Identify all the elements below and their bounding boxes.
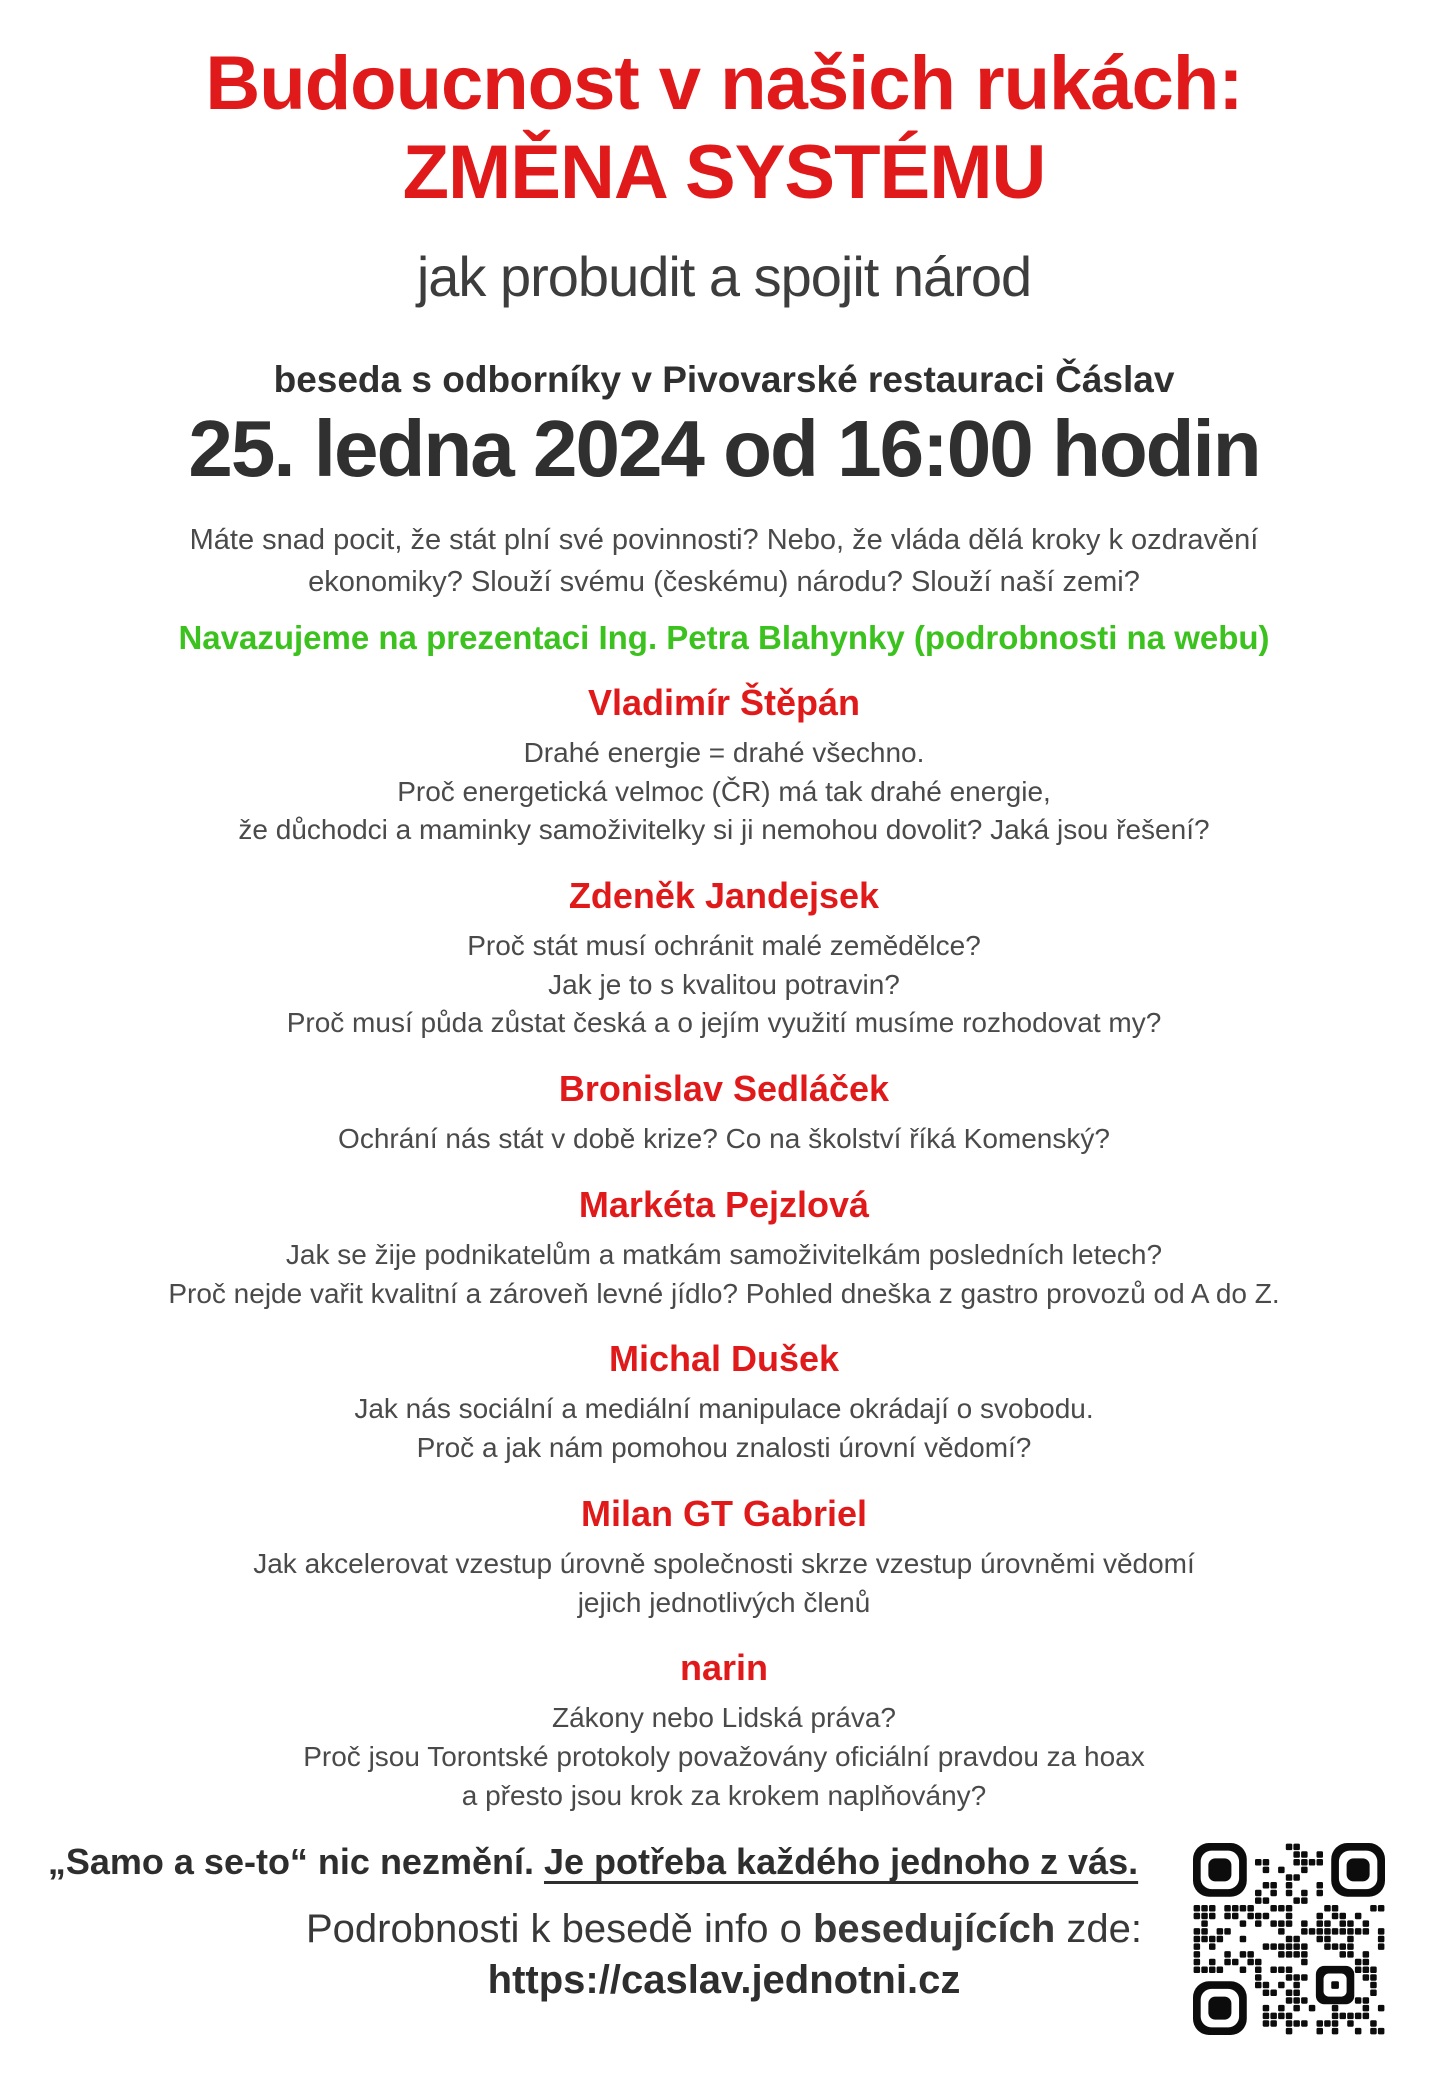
venue-line: beseda s odborníky v Pivovarské restauraci Čáslav	[273, 358, 1175, 400]
speaker-name: Markéta Pejzlová	[578, 1183, 870, 1225]
speaker-topic-line: Proč jsou Torontské protokoly považovány oficiální pravdou za hoax	[303, 1740, 1145, 1772]
poster	[0, 40, 1448, 2088]
speaker-section-marketa-pejzlova	[0, 1183, 1448, 1313]
title-line-1: Budoucnost v našich rukách:	[205, 41, 1243, 126]
speaker-topic-line: Drahé energie = drahé všechno.	[523, 737, 925, 769]
speaker-topic-line: Proč a jak nám pomohou znalosti úrovní vědomí?	[416, 1432, 1032, 1464]
intro-line-1: Máte snad pocit, že stát plní své povinnosti? Nebo, že vláda dělá kroky k ozdravění	[189, 523, 1259, 556]
footer-cta-plain: „Samo a se-to“ nic nezmění.	[47, 1841, 544, 1883]
date-line: 25. ledna 2024 od 16:00 hodin	[188, 403, 1260, 493]
speaker-section-michal-dusek	[0, 1337, 1448, 1467]
intro-paragraph	[0, 519, 1448, 603]
poster-title	[0, 40, 1448, 218]
qr-code	[1193, 1843, 1385, 2035]
footer-details-prefix: Podrobnosti k besedě info o	[305, 1907, 813, 1952]
speaker-name: Milan GT Gabriel	[580, 1492, 868, 1534]
speaker-topic-line: Proč stát musí ochránit malé zemědělce?	[467, 930, 981, 962]
footer-details-suffix: zde:	[1055, 1907, 1143, 1952]
title-line-2: ZMĚNA SYSTÉMU	[402, 129, 1046, 215]
footer-url: https://caslav.jednotni.cz	[487, 1958, 961, 2003]
speaker-section-milan-gt-gabriel	[0, 1492, 1448, 1622]
footer-details-bold: besedujících	[812, 1907, 1056, 1952]
speaker-topic-line: Ochrání nás stát v době krize? Co na školství říká Komenský?	[338, 1123, 1110, 1155]
speaker-topic-line: Jak akcelerovat vzestup úrovně společnosti skrze vzestup úrovněmi vědomí	[253, 1547, 1195, 1579]
speaker-topic-line: Zákony nebo Lidská práva?	[552, 1702, 896, 1734]
speaker-name: Bronislav Sedláček	[558, 1068, 890, 1110]
speaker-topic-line: Jak je to s kvalitou potravin?	[548, 968, 900, 1000]
speaker-name: Michal Dušek	[608, 1338, 840, 1380]
speaker-topic-line: že důchodci a maminky samoživitelky si ji nemohou dovolit? Jaká jsou řešení?	[238, 814, 1210, 846]
speaker-section-narin	[0, 1646, 1448, 1815]
subtitle: jak probudit a spojit národ	[416, 244, 1032, 308]
highlight-line: Navazujeme na prezentaci Ing. Petra Blahynky (podrobnosti na webu)	[178, 618, 1270, 656]
speaker-name: narin	[679, 1647, 768, 1689]
speaker-topic-line: Proč nejde vařit kvalitní a zároveň levné jídlo? Pohled dneška z gastro provozů od A do Z.	[168, 1277, 1280, 1309]
speaker-section-vladimir-stepan	[0, 681, 1448, 850]
speaker-topic-line: Jak se žije podnikatelům a matkám samoživitelkám posledních letech?	[285, 1239, 1163, 1271]
speaker-name: Vladimír Štěpán	[587, 681, 861, 723]
speaker-section-zdenek-jandejsek	[0, 874, 1448, 1043]
speaker-topic-line: Jak nás sociální a mediální manipulace okrádají o svobodu.	[354, 1393, 1094, 1425]
speaker-topic-line: Proč musí půda zůstat česká a o jejím využití musíme rozhodovat my?	[286, 1007, 1162, 1039]
speaker-topic-line: Proč energetická velmoc (ČR) má tak drahé energie,	[397, 775, 1051, 807]
speaker-topic-line: jejich jednotlivých členů	[577, 1586, 871, 1618]
footer-cta-underlined: Je potřeba každého jednoho z vás.	[543, 1841, 1139, 1883]
speaker-name: Zdeněk Jandejsek	[568, 874, 880, 916]
intro-line-2: ekonomiky? Slouží svému (českému) národu? Slouží naší zemi?	[308, 565, 1140, 598]
speaker-section-bronislav-sedlacek	[0, 1067, 1448, 1159]
speaker-topic-line: a přesto jsou krok za krokem naplňovány?	[461, 1779, 987, 1811]
